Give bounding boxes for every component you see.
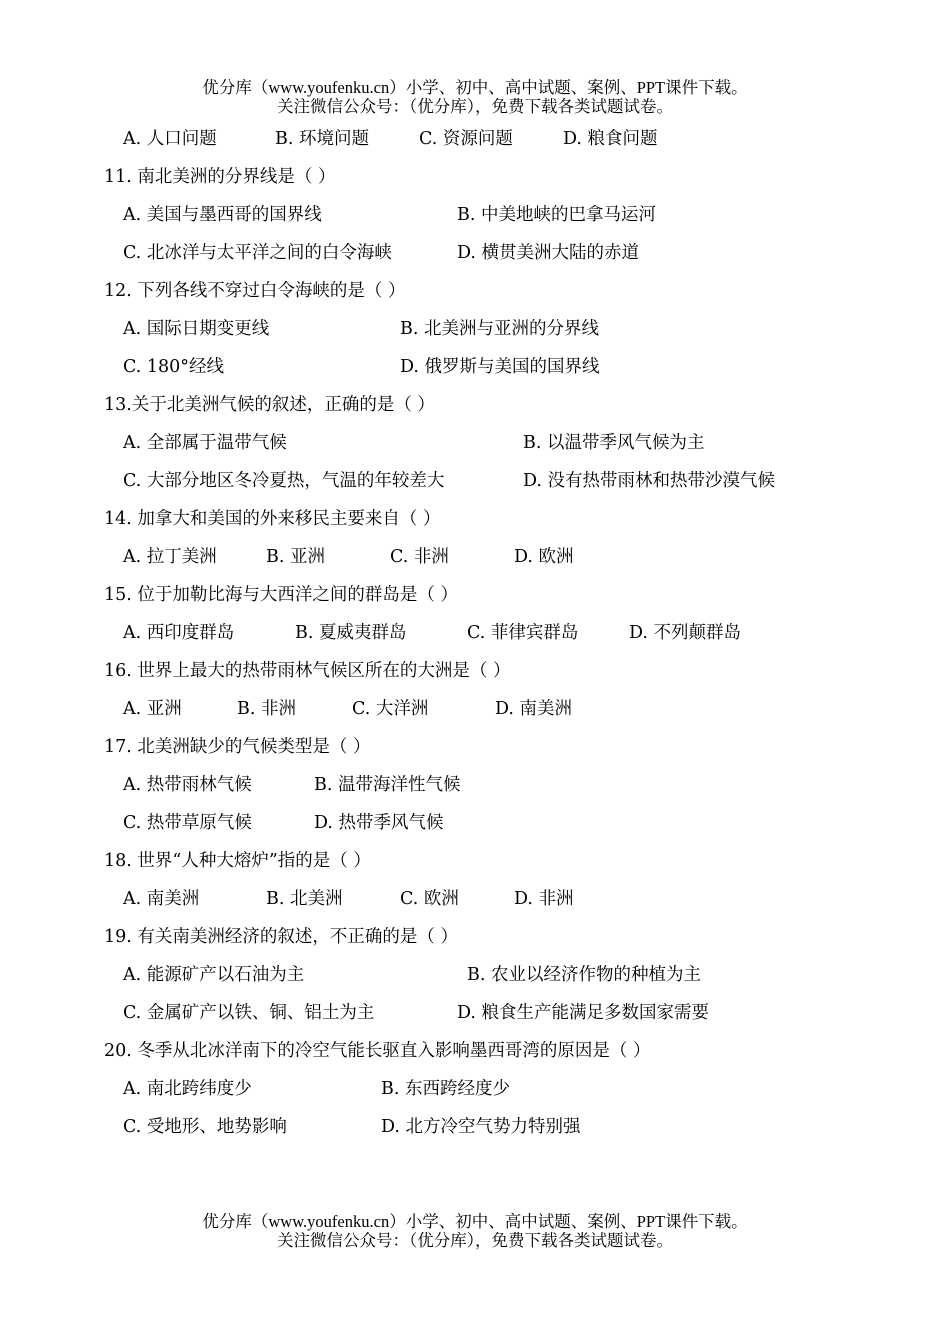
q10-option-d: D. 粮食问题 bbox=[563, 129, 658, 149]
q17-option-c: C. 热带草原气候 bbox=[123, 813, 252, 833]
q16-option-d: D. 南美洲 bbox=[495, 699, 573, 719]
q10-option-c: C. 资源问题 bbox=[419, 129, 513, 149]
q14-option-a: A. 拉丁美洲 bbox=[123, 547, 217, 567]
q19-stem: 19. 有关南美洲经济的叙述，不正确的是（ ） bbox=[104, 927, 458, 947]
q18-option-d: D. 非洲 bbox=[514, 889, 574, 909]
q16-option-a: A. 亚洲 bbox=[123, 699, 182, 719]
q13-option-c: C. 大部分地区冬冷夏热，气温的年较差大 bbox=[123, 471, 445, 491]
q14-option-d: D. 欧洲 bbox=[514, 547, 574, 567]
q11-option-a: A. 美国与墨西哥的国界线 bbox=[123, 205, 322, 225]
q16-option-b: B. 非洲 bbox=[237, 699, 296, 719]
q14-stem: 14. 加拿大和美国的外来移民主要来自（ ） bbox=[104, 509, 441, 529]
q17-option-b: B. 温带海洋性气候 bbox=[314, 775, 461, 795]
q19-option-d: D. 粮食生产能满足多数国家需要 bbox=[457, 1003, 710, 1023]
q15-option-c: C. 菲律宾群岛 bbox=[467, 623, 579, 643]
q15-stem: 15. 位于加勒比海与大西洋之间的群岛是（ ） bbox=[104, 585, 458, 605]
q11-option-d: D. 横贯美洲大陆的赤道 bbox=[457, 243, 640, 263]
q20-option-a: A. 南北跨纬度少 bbox=[123, 1079, 252, 1099]
q19-option-b: B. 农业以经济作物的种植为主 bbox=[467, 965, 701, 985]
q13-option-a: A. 全部属于温带气候 bbox=[123, 433, 287, 453]
q12-option-a: A. 国际日期变更线 bbox=[123, 319, 270, 339]
q11-option-c: C. 北冰洋与太平洋之间的白令海峡 bbox=[123, 243, 392, 263]
q18-option-c: C. 欧洲 bbox=[400, 889, 459, 909]
q17-stem: 17. 北美洲缺少的气候类型是（ ） bbox=[104, 737, 371, 757]
q10-option-b: B. 环境问题 bbox=[275, 129, 369, 149]
q20-option-c: C. 受地形、地势影响 bbox=[123, 1117, 287, 1137]
q17-option-d: D. 热带季风气候 bbox=[314, 813, 444, 833]
q15-option-a: A. 西印度群岛 bbox=[123, 623, 235, 643]
q20-stem: 20. 冬季从北冰洋南下的冷空气能长驱直入影响墨西哥湾的原因是（ ） bbox=[104, 1041, 651, 1061]
footer-line-2: 关注微信公众号：（优分库），免费下载各类试题试卷。 bbox=[277, 1231, 673, 1250]
q19-option-a: A. 能源矿产以石油为主 bbox=[123, 965, 305, 985]
header-line-2: 关注微信公众号：（优分库），免费下载各类试题试卷。 bbox=[277, 97, 673, 116]
q18-option-a: A. 南美洲 bbox=[123, 889, 200, 909]
q11-option-b: B. 中美地峡的巴拿马运河 bbox=[457, 205, 656, 225]
q13-option-b: B. 以温带季风气候为主 bbox=[523, 433, 705, 453]
q10-option-a: A. 人口问题 bbox=[123, 129, 217, 149]
q15-option-b: B. 夏威夷群岛 bbox=[295, 623, 407, 643]
q19-option-c: C. 金属矿产以铁、铜、铝土为主 bbox=[123, 1003, 375, 1023]
q16-stem: 16. 世界上最大的热带雨林气候区所在的大洲是（ ） bbox=[104, 661, 511, 681]
q12-option-c: C. 180°经线 bbox=[123, 357, 225, 377]
q15-option-d: D. 不列颠群岛 bbox=[629, 623, 742, 643]
q18-stem: 18. 世界“人种大熔炉”指的是（ ） bbox=[104, 851, 371, 871]
q16-option-c: C. 大洋洲 bbox=[352, 699, 429, 719]
q12-option-d: D. 俄罗斯与美国的国界线 bbox=[400, 357, 600, 377]
q20-option-b: B. 东西跨经度少 bbox=[381, 1079, 510, 1099]
q20-option-d: D. 北方冷空气势力特别强 bbox=[381, 1117, 581, 1137]
q12-option-b: B. 北美洲与亚洲的分界线 bbox=[400, 319, 599, 339]
q11-stem: 11. 南北美洲的分界线是（ ） bbox=[104, 167, 336, 187]
q17-option-a: A. 热带雨林气候 bbox=[123, 775, 252, 795]
header-line-1: 优分库（www.youfenku.cn）小学、初中、高中试题、案例、PPT课件下载。 bbox=[202, 78, 748, 97]
footer-line-1: 优分库（www.youfenku.cn）小学、初中、高中试题、案例、PPT课件下载。 bbox=[202, 1212, 748, 1231]
q14-option-b: B. 亚洲 bbox=[266, 547, 325, 567]
q12-stem: 12. 下列各线不穿过白令海峡的是（ ） bbox=[104, 281, 406, 301]
q13-stem: 13.关于北美洲气候的叙述，正确的是（ ） bbox=[104, 395, 435, 415]
q18-option-b: B. 北美洲 bbox=[266, 889, 343, 909]
q13-option-d: D. 没有热带雨林和热带沙漠气候 bbox=[523, 471, 776, 491]
q14-option-c: C. 非洲 bbox=[390, 547, 449, 567]
